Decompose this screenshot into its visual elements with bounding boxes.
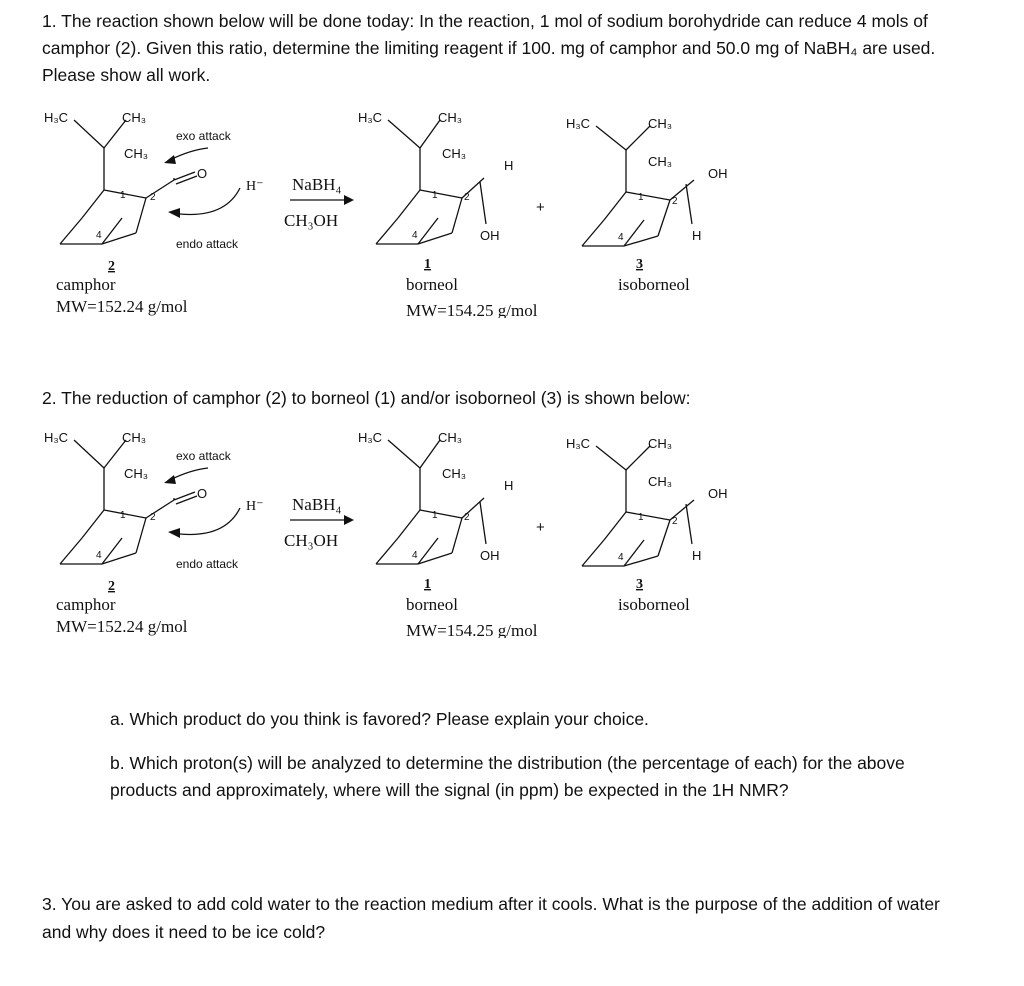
camphor-c2-label: 2 bbox=[150, 512, 156, 523]
isoborneol-c4-label: 4 bbox=[618, 552, 624, 563]
question-2: 2. The reduction of camphor (2) to borneol (1) and/or isoborneol (3) is shown below: bbox=[42, 388, 691, 408]
isoborneol-structure bbox=[566, 436, 728, 614]
camphor-ch3-top-label: CH₃ bbox=[122, 110, 147, 125]
borneol-structure bbox=[358, 110, 538, 318]
camphor-name: camphor bbox=[56, 595, 116, 614]
borneol-c1-label: 1 bbox=[432, 510, 438, 521]
borneol-c1-label: 1 bbox=[432, 190, 438, 201]
reaction-scheme-2 bbox=[40, 428, 740, 638]
borneol-mw: MW=154.25 g/mol bbox=[406, 301, 538, 318]
isoborneol-ch3-bridge-label: CH₃ bbox=[648, 474, 673, 489]
camphor-mw: MW=152.24 g/mol bbox=[56, 617, 188, 636]
borneol-c2-label: 2 bbox=[464, 192, 470, 203]
borneol-c4-label: 4 bbox=[412, 230, 418, 241]
camphor-mw: MW=152.24 g/mol bbox=[56, 297, 188, 316]
borneol-oh-label: OH bbox=[480, 548, 500, 563]
reaction-arrow bbox=[284, 175, 354, 230]
camphor-c4-label: 4 bbox=[96, 230, 102, 241]
reaction-arrow bbox=[284, 495, 354, 550]
borneol-ch3-top-label: CH₃ bbox=[438, 430, 463, 445]
reagent-nabh4: NaBH₄ bbox=[292, 175, 342, 194]
borneol-name: borneol bbox=[406, 595, 458, 614]
reaction-scheme-1 bbox=[40, 108, 740, 318]
camphor-number: 2 bbox=[108, 259, 115, 274]
borneol-h3c-label: H₃C bbox=[358, 110, 383, 125]
borneol-number: 1 bbox=[424, 577, 431, 592]
camphor-oxygen-label: O bbox=[197, 486, 208, 501]
borneol-h-label: H bbox=[504, 478, 514, 493]
isoborneol-ch3-bridge-label: CH₃ bbox=[648, 154, 673, 169]
isoborneol-c4-label: 4 bbox=[618, 232, 624, 243]
camphor-name: camphor bbox=[56, 275, 116, 294]
plus-sign: + bbox=[536, 199, 545, 216]
isoborneol-c2-label: 2 bbox=[672, 196, 678, 207]
borneol-ch3-bridge-label: CH₃ bbox=[442, 466, 467, 481]
isoborneol-oh-label: OH bbox=[708, 166, 728, 181]
isoborneol-h3c-label: H₃C bbox=[566, 436, 591, 451]
exo-attack-label: exo attack bbox=[176, 129, 231, 143]
reagent-ch3oh: CH₃OH bbox=[284, 211, 339, 230]
camphor-c1-label: 1 bbox=[120, 190, 126, 201]
plus-sign: + bbox=[536, 519, 545, 536]
exo-attack-label: exo attack bbox=[176, 449, 231, 463]
borneol-structure bbox=[358, 430, 538, 638]
camphor-structure bbox=[44, 430, 264, 636]
endo-attack-arrow bbox=[180, 508, 240, 534]
isoborneol-h3c-label: H₃C bbox=[566, 116, 591, 131]
isoborneol-oh-label: OH bbox=[708, 486, 728, 501]
camphor-structure bbox=[44, 110, 264, 316]
question-1: 1. The reaction shown below will be done today: In the reaction, 1 mol of sodium borohydride can reduce 4 mols of camphor (2). Given this ratio, determine the limiting reagent if 100. mg of camphor and 50.0 mg of NaBH₄ are used. Please show all work. bbox=[42, 11, 936, 85]
endo-attack-arrow bbox=[180, 188, 240, 214]
camphor-c4-label: 4 bbox=[96, 550, 102, 561]
isoborneol-name: isoborneol bbox=[618, 275, 690, 294]
question-3: 3. You are asked to add cold water to the reaction medium after it cools. What is the purpose of the addition of water and why does it need to be ice cold? bbox=[42, 894, 940, 942]
isoborneol-name: isoborneol bbox=[618, 595, 690, 614]
isoborneol-c1-label: 1 bbox=[638, 192, 644, 203]
borneol-number: 1 bbox=[424, 257, 431, 272]
borneol-h-label: H bbox=[504, 158, 514, 173]
reagent-nabh4: NaBH₄ bbox=[292, 495, 342, 514]
hydride-label: H⁻ bbox=[246, 179, 264, 194]
camphor-c1-label: 1 bbox=[120, 510, 126, 521]
question-2b: b. Which proton(s) will be analyzed to determine the distribution (the percentage of each) for the above products and approximately, where will the signal (in ppm) be expected in the 1H NMR? bbox=[110, 753, 905, 800]
camphor-c2-label: 2 bbox=[150, 192, 156, 203]
camphor-ch3-top-label: CH₃ bbox=[122, 430, 147, 445]
endo-attack-label: endo attack bbox=[176, 237, 239, 251]
borneol-name: borneol bbox=[406, 275, 458, 294]
exo-attack-arrow bbox=[170, 468, 208, 480]
borneol-h3c-label: H₃C bbox=[358, 430, 383, 445]
isoborneol-h-label: H bbox=[692, 548, 702, 563]
isoborneol-ch3-top-label: CH₃ bbox=[648, 436, 673, 451]
camphor-h3c-label: H₃C bbox=[44, 430, 69, 445]
borneol-ch3-bridge-label: CH₃ bbox=[442, 146, 467, 161]
borneol-c4-label: 4 bbox=[412, 550, 418, 561]
reagent-ch3oh: CH₃OH bbox=[284, 531, 339, 550]
reaction-scheme bbox=[40, 108, 740, 318]
isoborneol-ch3-top-label: CH₃ bbox=[648, 116, 673, 131]
camphor-ch3-bridge-label: CH₃ bbox=[124, 146, 149, 161]
question-2a: a. Which product do you think is favored? Please explain your choice. bbox=[110, 709, 649, 729]
isoborneol-structure bbox=[566, 116, 728, 294]
borneol-c2-label: 2 bbox=[464, 512, 470, 523]
endo-attack-label: endo attack bbox=[176, 557, 239, 571]
borneol-ch3-top-label: CH₃ bbox=[438, 110, 463, 125]
camphor-ch3-bridge-label: CH₃ bbox=[124, 466, 149, 481]
camphor-oxygen-label: O bbox=[197, 166, 208, 181]
hydride-label: H⁻ bbox=[246, 499, 264, 514]
isoborneol-number: 3 bbox=[636, 257, 643, 272]
borneol-oh-label: OH bbox=[480, 228, 500, 243]
camphor-number: 2 bbox=[108, 579, 115, 594]
camphor-h3c-label: H₃C bbox=[44, 110, 69, 125]
isoborneol-c2-label: 2 bbox=[672, 516, 678, 527]
isoborneol-h-label: H bbox=[692, 228, 702, 243]
isoborneol-number: 3 bbox=[636, 577, 643, 592]
borneol-mw: MW=154.25 g/mol bbox=[406, 621, 538, 638]
exo-attack-arrow bbox=[170, 148, 208, 160]
isoborneol-c1-label: 1 bbox=[638, 512, 644, 523]
reaction-scheme bbox=[40, 428, 740, 638]
